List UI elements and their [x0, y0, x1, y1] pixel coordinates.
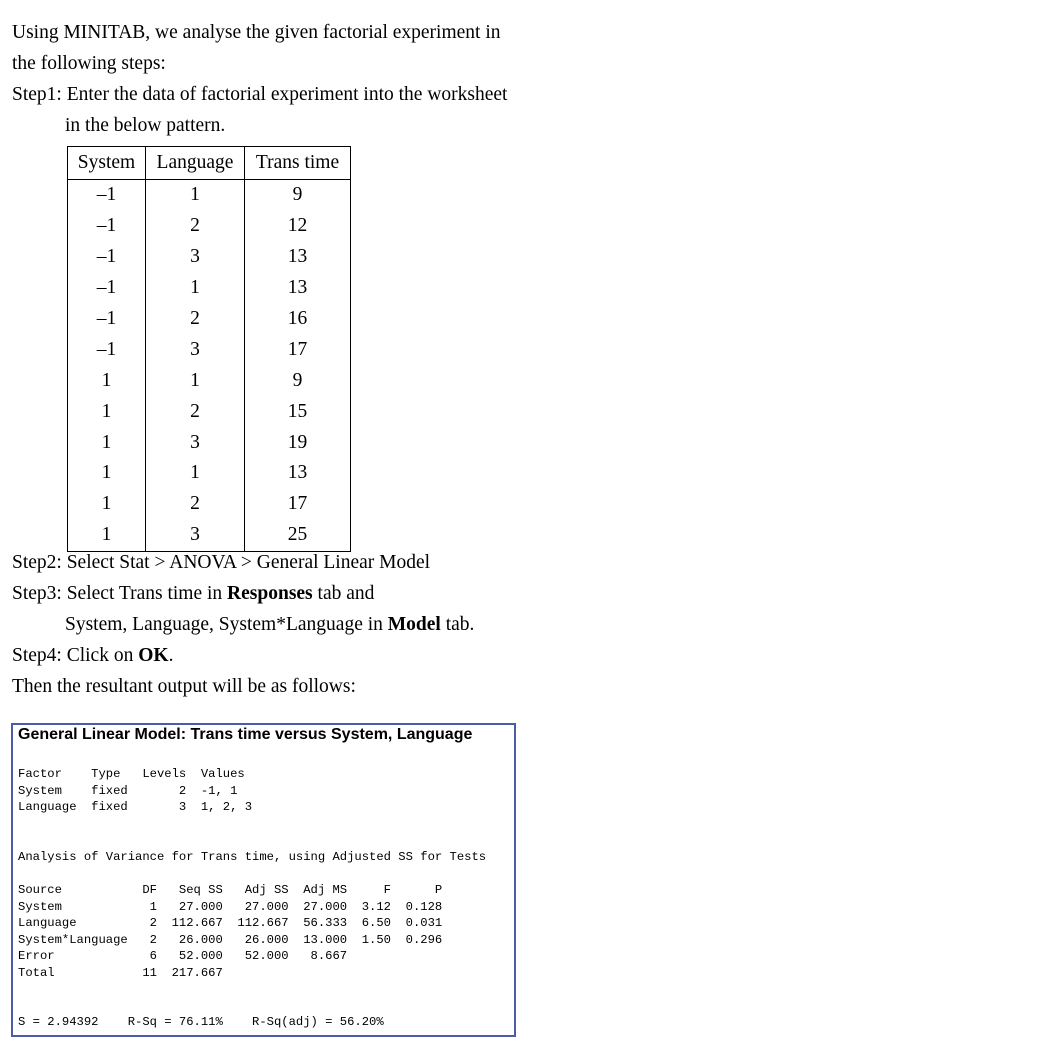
table-row	[68, 520, 351, 551]
cell-language: 2	[146, 304, 245, 335]
table-row	[68, 489, 351, 520]
table-row	[68, 396, 351, 427]
model-summary: S = 2.94392 R-Sq = 76.11% R-Sq(adj) = 56.20%	[18, 1015, 384, 1029]
cell-trans-time: 15	[245, 396, 351, 427]
outro-line: Then the resultant output will be as follows:	[12, 676, 356, 697]
table-row	[68, 334, 351, 365]
cell-language: 1	[146, 180, 245, 211]
anova-title: Analysis of Variance for Trans time, using Adjusted SS for Tests	[18, 850, 487, 864]
step3-mid: tab and	[312, 583, 375, 604]
cell-system: 1	[68, 396, 146, 427]
cell-language: 1	[146, 273, 245, 304]
cell-trans-time: 13	[245, 242, 351, 273]
cell-language: 2	[146, 489, 245, 520]
step2-line: Step2: Select Stat > ANOVA > General Linear Model	[12, 552, 431, 573]
header-trans-time: Trans time	[245, 147, 351, 180]
header-language: Language	[146, 147, 245, 180]
cell-language: 3	[146, 334, 245, 365]
anova-row-system: System 1 27.000 27.000 27.000 3.12 0.128	[18, 899, 443, 914]
step3-cont-prefix: System, Language, System*Language in	[65, 614, 388, 635]
table-row	[68, 458, 351, 489]
cell-language: 3	[146, 242, 245, 273]
cell-trans-time: 25	[245, 520, 351, 551]
anova-row-total: Total 11 217.667	[18, 965, 223, 980]
cell-trans-time: 13	[245, 273, 351, 304]
output-title: General Linear Model: Trans time versus System, Language	[18, 726, 473, 743]
step3-prefix: Step3: Select Trans time in	[12, 583, 228, 604]
table-row	[68, 242, 351, 273]
anova-row-language: Language 2 112.667 112.667 56.333 6.50 0.031	[18, 916, 443, 930]
cell-system: 1	[68, 365, 146, 396]
table-row	[68, 273, 351, 304]
cell-trans-time: 9	[245, 180, 351, 211]
cell-system: 1	[68, 458, 146, 489]
cell-language: 1	[146, 365, 245, 396]
step4-suffix: .	[168, 645, 174, 666]
factor-row-language: Language fixed 3 1, 2, 3	[18, 800, 253, 814]
step3-responses: Responses	[227, 583, 313, 604]
intro-line-1: Using MINITAB, we analyse the given factorial experiment in	[12, 22, 501, 43]
step3-continuation	[65, 614, 474, 636]
cell-trans-time: 12	[245, 211, 351, 242]
step1-continuation: in the below pattern.	[65, 115, 226, 136]
step3-line	[12, 583, 374, 605]
cell-trans-time: 13	[245, 458, 351, 489]
anova-row-interaction: System*Language 2 26.000 26.000 13.000 1.50 0.296	[18, 932, 443, 947]
table-row	[68, 304, 351, 335]
cell-trans-time: 17	[245, 489, 351, 520]
cell-system: –1	[68, 334, 146, 365]
table-row	[68, 365, 351, 396]
table-row	[68, 427, 351, 458]
step4-line	[12, 645, 173, 667]
cell-language: 3	[146, 520, 245, 551]
cell-system: 1	[68, 489, 146, 520]
cell-language: 3	[146, 427, 245, 458]
table-header-row	[68, 147, 351, 180]
cell-trans-time: 9	[245, 365, 351, 396]
step4-ok: OK	[138, 645, 169, 666]
cell-system: –1	[68, 273, 146, 304]
cell-system: –1	[68, 180, 146, 211]
cell-system: 1	[68, 520, 146, 551]
cell-system: –1	[68, 242, 146, 273]
cell-trans-time: 16	[245, 304, 351, 335]
intro-line-2: the following steps:	[12, 53, 166, 74]
cell-language: 1	[146, 458, 245, 489]
step4-prefix: Step4: Click on	[12, 645, 139, 666]
step1-label: Step1:	[12, 84, 62, 105]
anova-row-error: Error 6 52.000 52.000 8.667	[18, 949, 348, 963]
table-row	[68, 180, 351, 211]
factor-row-system: System fixed 2 -1, 1	[18, 783, 238, 798]
minitab-output-panel	[11, 723, 516, 1037]
cell-language: 2	[146, 396, 245, 427]
factor-table-header: Factor Type Levels Values	[18, 767, 245, 781]
step1-line	[12, 84, 507, 106]
cell-system: –1	[68, 211, 146, 242]
factorial-data-table	[67, 146, 351, 552]
anova-header: Source DF Seq SS Adj SS Adj MS F P	[18, 883, 443, 897]
cell-language: 2	[146, 211, 245, 242]
table-row	[68, 211, 351, 242]
cell-system: –1	[68, 304, 146, 335]
header-system: System	[68, 147, 146, 180]
cell-trans-time: 19	[245, 427, 351, 458]
step1-text: Enter the data of factorial experiment into the worksheet	[66, 84, 508, 105]
cell-trans-time: 17	[245, 334, 351, 365]
cell-system: 1	[68, 427, 146, 458]
step3-model: Model	[387, 614, 441, 635]
step3-cont-suffix: tab.	[440, 614, 475, 635]
